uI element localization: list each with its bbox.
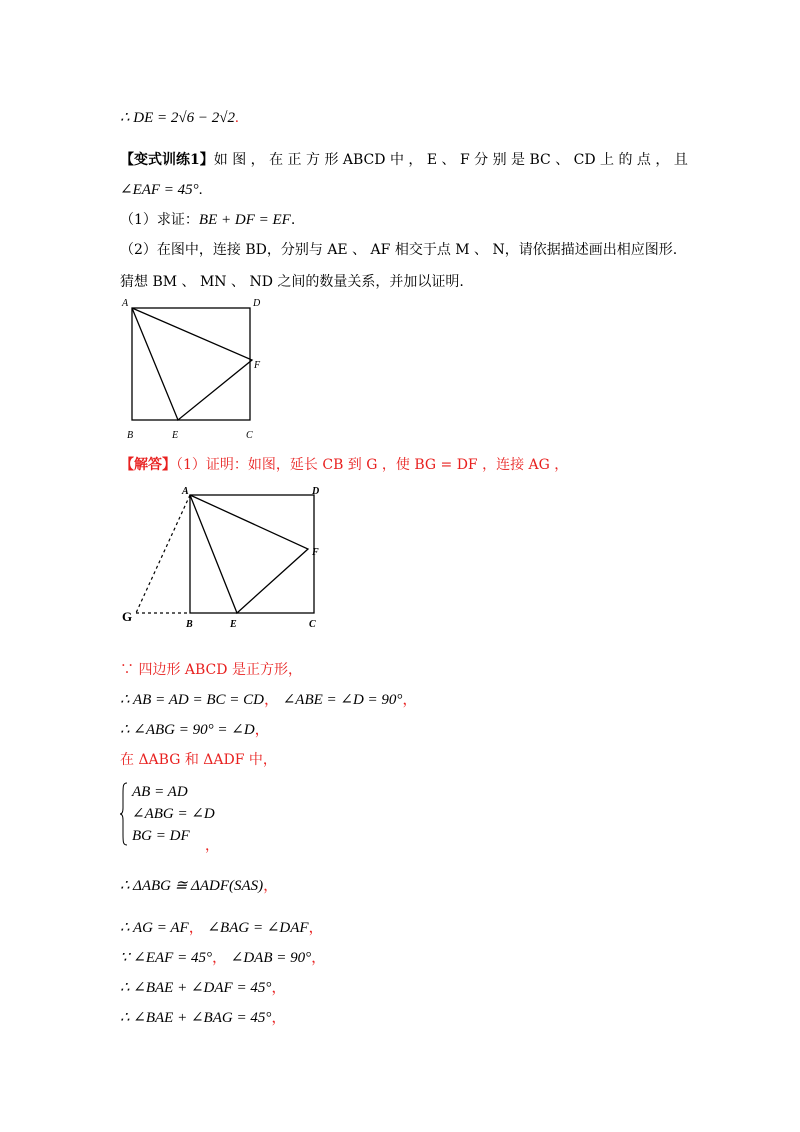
proof-line-8-text: ∴ ∠BAE + ∠DAF = 45° bbox=[120, 980, 272, 996]
label-d-2: D bbox=[312, 486, 320, 497]
question-1 bbox=[120, 210, 295, 230]
proof-line-9 bbox=[120, 1008, 286, 1028]
triangle-aef bbox=[132, 308, 252, 420]
proof-line-2a: ∴ AB = AD = BC = CD bbox=[120, 692, 264, 708]
label-e-2: E bbox=[230, 619, 237, 630]
proof-line-8 bbox=[120, 978, 286, 998]
conclusion-de bbox=[120, 108, 239, 128]
label-f: F bbox=[254, 360, 261, 371]
exercise-text: 如 图 ， 在 正 方 形 ABCD 中 ， E 、 F 分 别 是 BC 、 CD 上 的 点 ， 且 bbox=[213, 152, 688, 168]
angle-eaf-end: . bbox=[198, 182, 203, 198]
question-2-guess bbox=[120, 272, 464, 292]
label-c-2: C bbox=[309, 619, 316, 630]
system-equation-2: ∠ABG = ∠D bbox=[132, 806, 215, 822]
question-1-end: . bbox=[290, 212, 296, 228]
answer-tag: 【解答】 bbox=[120, 457, 176, 473]
triangle-aef-2 bbox=[190, 495, 308, 613]
system-equation-3: BG = DF bbox=[132, 828, 190, 844]
label-b-2: B bbox=[186, 619, 193, 630]
question-2-guess-text: 猜想 BM 、 MN 、 ND 之间的数量关系，并加以证明. bbox=[120, 274, 464, 290]
proof-line-7b: ， bbox=[211, 950, 227, 966]
proof-line-7 bbox=[120, 948, 326, 968]
proof-line-9-end: ， bbox=[271, 1010, 287, 1026]
proof-line-3-text: ∴ ∠ABG = 90° = ∠D bbox=[120, 722, 255, 738]
label-g: G bbox=[122, 609, 133, 624]
de-end: . bbox=[235, 110, 239, 126]
proof-line-1 bbox=[120, 660, 302, 680]
label-c: C bbox=[246, 430, 253, 441]
proof-line-6b: ， bbox=[188, 920, 204, 936]
proof-line-4 bbox=[120, 750, 277, 770]
exercise-intro bbox=[120, 150, 688, 170]
proof-line-2b: ， bbox=[263, 692, 279, 708]
label-b: B bbox=[127, 430, 134, 441]
proof-line-3 bbox=[120, 720, 270, 740]
de-formula: ∴ DE = 2√6 − 2√2 bbox=[120, 110, 235, 126]
proof-line-6d: ， bbox=[308, 920, 324, 936]
label-a: A bbox=[122, 298, 129, 309]
proof-line-8-end: ， bbox=[271, 980, 287, 996]
proof-line-7d: ， bbox=[311, 950, 327, 966]
proof-line-9-text: ∴ ∠BAE + ∠BAG = 45° bbox=[120, 1010, 272, 1026]
system-brace bbox=[120, 782, 128, 846]
proof-line-7c: ∠DAB = 90° bbox=[227, 950, 312, 966]
proof-line-4-text: 在 ΔABG 和 ΔADF 中， bbox=[120, 752, 277, 768]
label-d: D bbox=[253, 298, 261, 309]
exercise-title: 【变式训练1】 bbox=[120, 152, 214, 168]
proof-line-1-text: ∵ 四边形 ABCD 是正方形， bbox=[120, 662, 302, 678]
proof-line-6c: ∠BAG = ∠DAF bbox=[203, 920, 309, 936]
figure-1 bbox=[118, 296, 278, 450]
proof-line-7a: ∵ ∠EAF = 45° bbox=[120, 950, 212, 966]
answer-line bbox=[120, 455, 568, 475]
question-1-prefix: （1）求证： bbox=[120, 212, 199, 228]
square-abcd-2 bbox=[190, 495, 314, 613]
proof-line-6 bbox=[120, 918, 324, 938]
proof-line-2 bbox=[120, 690, 417, 710]
question-2-text: （2）在图中，连接 BD，分别与 AE 、 AF 相交于点 M 、 N，请依据描述画出相应图形. bbox=[120, 242, 678, 258]
label-f-2: F bbox=[312, 547, 319, 558]
system-equation-1: AB = AD bbox=[132, 784, 188, 800]
system-end: ， bbox=[205, 838, 219, 854]
square-abcd bbox=[132, 308, 250, 420]
answer-text: （1）证明：如图，延长 CB 到 G ，使 BG = DF ，连接 AG ， bbox=[176, 457, 569, 473]
figure-2-diagram bbox=[116, 483, 332, 633]
dashed-ag bbox=[136, 495, 190, 613]
angle-eaf-line bbox=[120, 180, 202, 200]
proof-line-3-end: ， bbox=[254, 722, 270, 738]
figure-1-diagram bbox=[118, 296, 278, 446]
label-e: E bbox=[172, 430, 179, 441]
proof-line-5 bbox=[120, 876, 278, 896]
angle-eaf: ∠EAF = 45° bbox=[120, 182, 199, 198]
question-2 bbox=[120, 240, 677, 260]
proof-line-5-end: ， bbox=[263, 878, 279, 894]
proof-line-5-text: ∴ ΔABG ≅ ΔADF(SAS) bbox=[120, 878, 264, 894]
proof-line-2c: ∠ABE = ∠D = 90° bbox=[278, 692, 403, 708]
question-1-math: BE + DF = EF bbox=[198, 212, 291, 228]
proof-line-6a: ∴ AG = AF bbox=[120, 920, 189, 936]
figure-2 bbox=[116, 483, 332, 637]
proof-line-2d: ， bbox=[402, 692, 418, 708]
label-a-2: A bbox=[182, 486, 189, 497]
